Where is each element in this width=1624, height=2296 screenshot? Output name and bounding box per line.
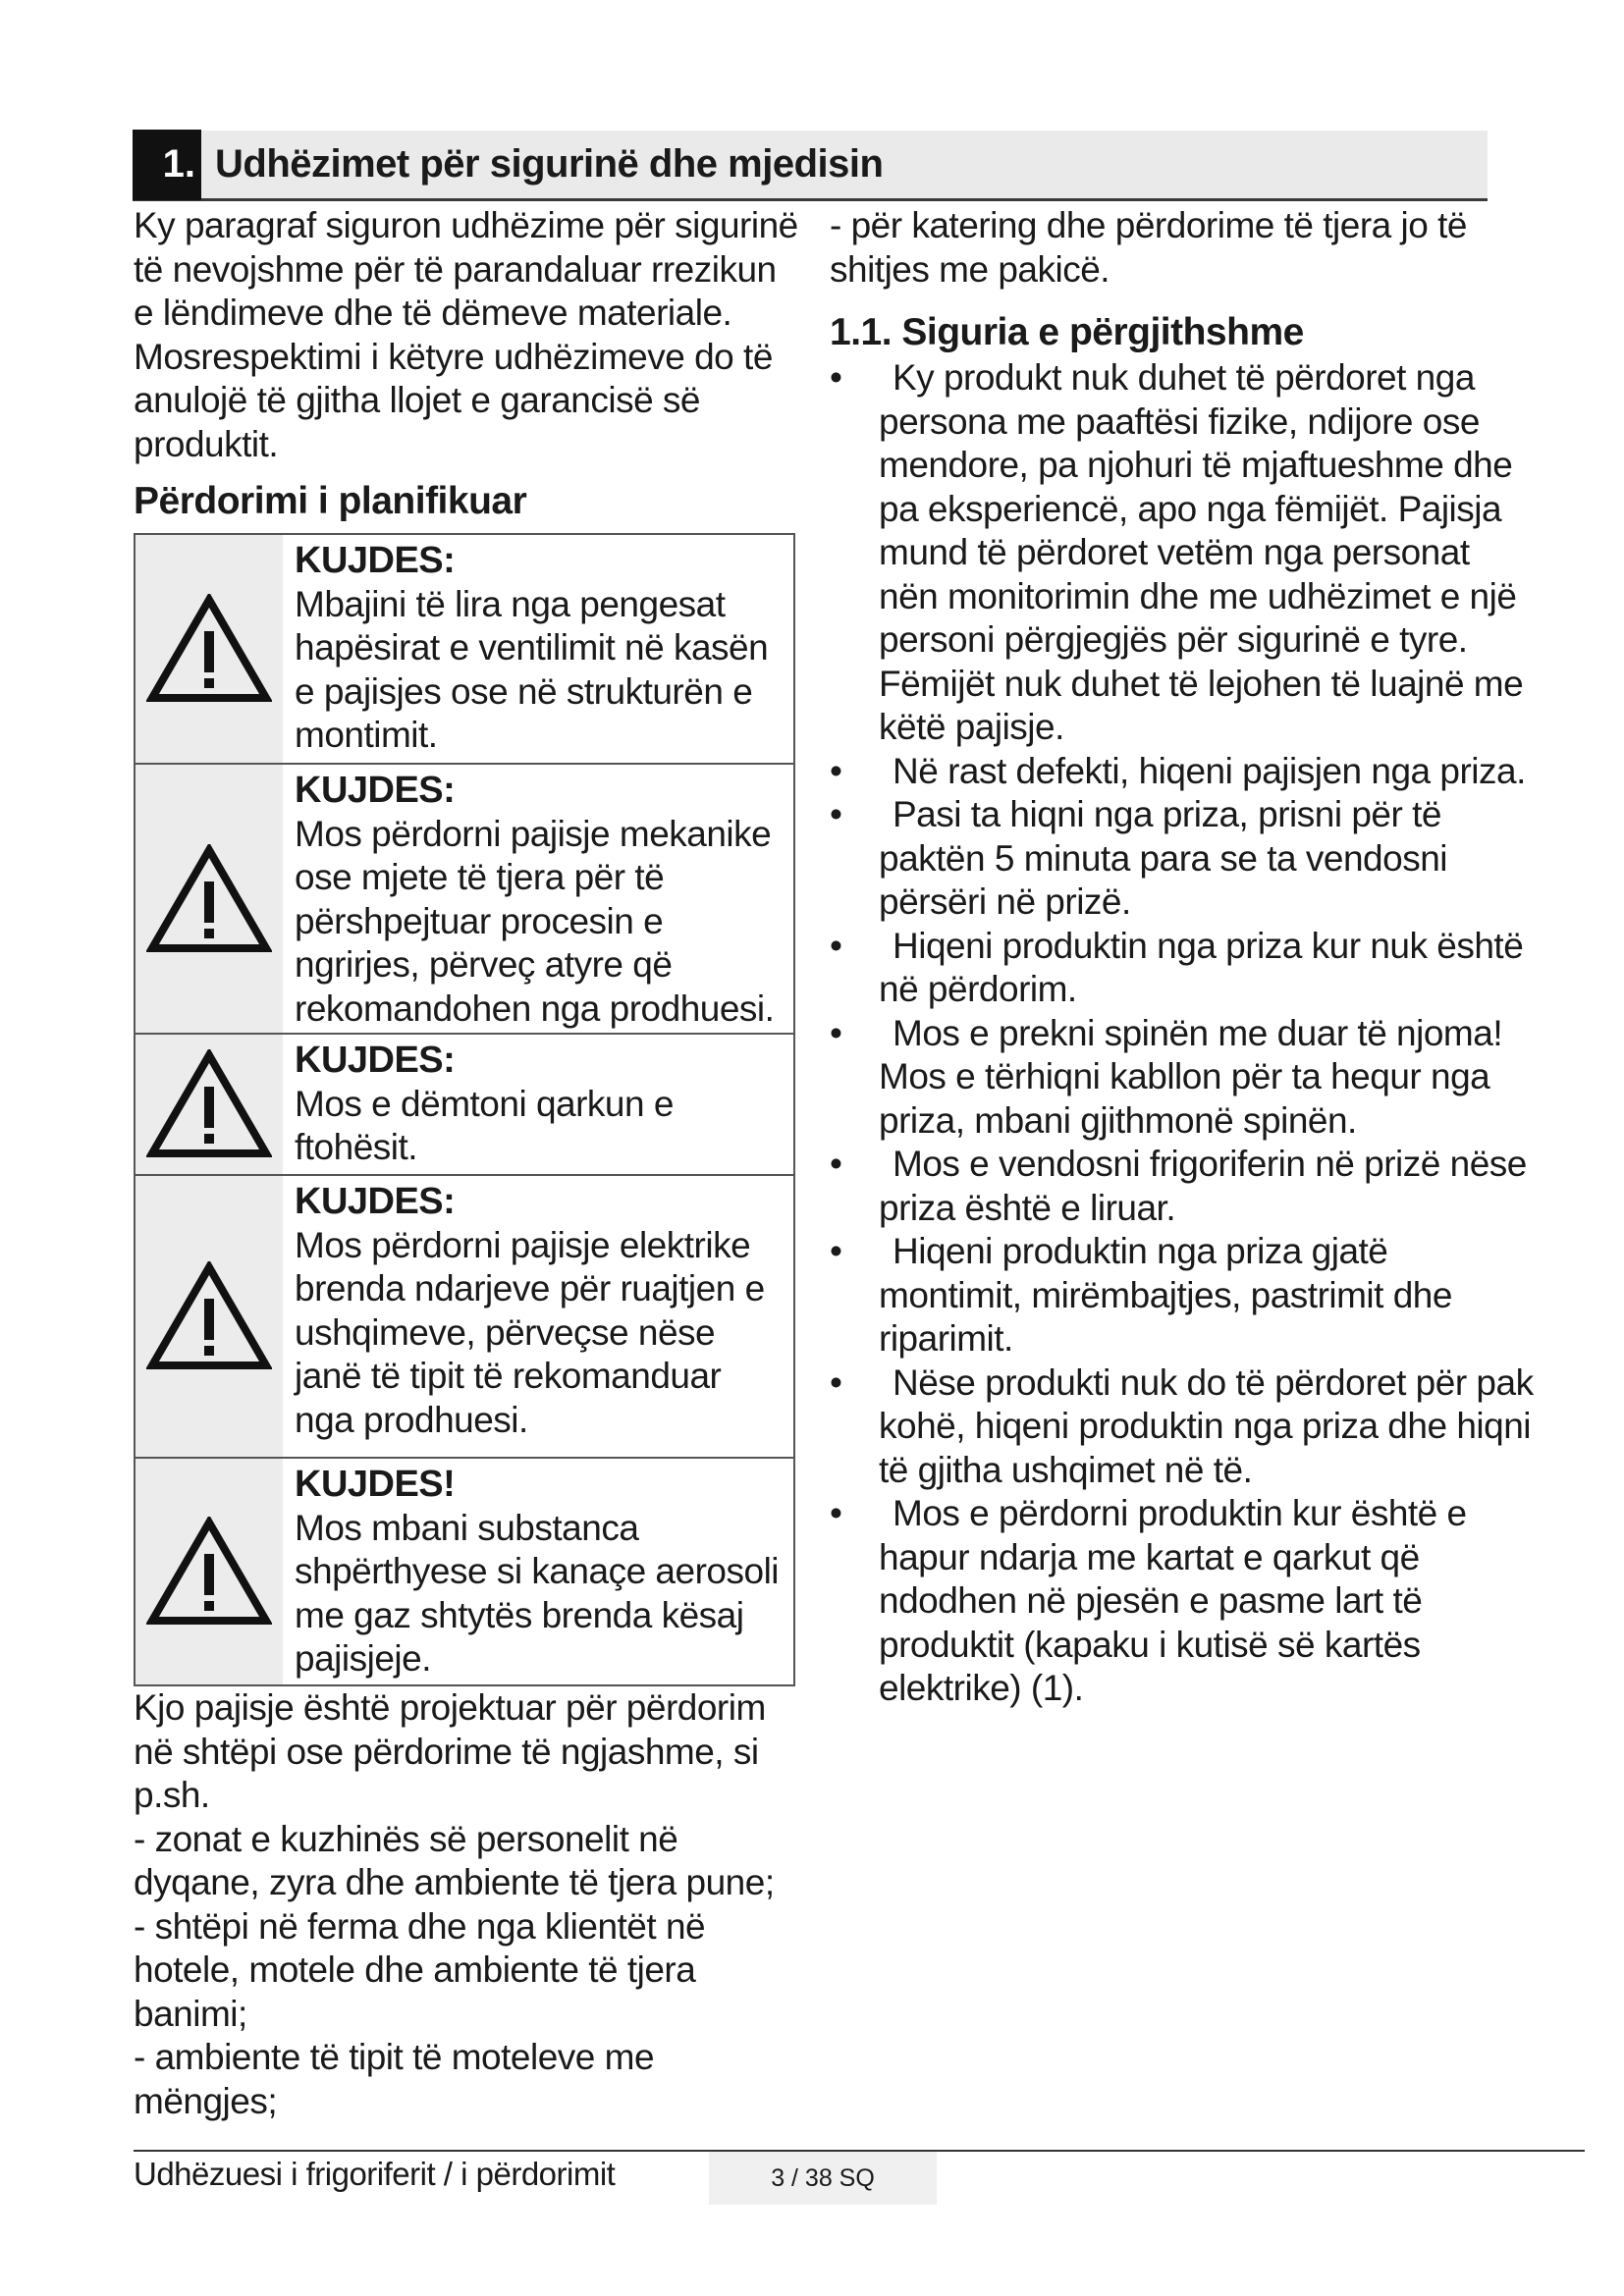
list-item (830, 356, 1537, 750)
page-number: 3 / 38 SQ (709, 2152, 937, 2205)
warning-label: KUJDES: (295, 770, 456, 811)
warning-label: KUJDES: (295, 1040, 456, 1081)
usage-list-item: - shtëpi në ferma dhe nga klientët në hotele, motele dhe ambiente të tjera banimi; (134, 1905, 706, 2034)
warning-label: KUJDES! (295, 1464, 456, 1505)
bullet-text: Mos e prekni spinën me duar të njoma! Mos e tërhiqni kabllon për ta hequr nga priza, mbani gjithmonë spinën. (879, 1012, 1503, 1141)
list-item (830, 1230, 1537, 1362)
warning-row (135, 1174, 793, 1457)
warning-label: KUJDES: (295, 1181, 456, 1222)
bullet-icon: • (830, 794, 842, 834)
after-table-paragraph: Kjo pajisje është projektuar për përdorim në shtëpi ose përdorime të ngjashme, si p.sh. (134, 1687, 766, 1815)
bullet-text: Hiqeni produktin nga priza kur nuk është në përdorim. (879, 925, 1524, 1009)
warning-icon (135, 535, 283, 763)
usage-list-item: - ambiente të tipit të moteleve me mëngjes; (134, 2037, 655, 2121)
bullet-icon: • (830, 1012, 842, 1053)
warning-icon (135, 1176, 283, 1457)
warning-text: Mos e dëmtoni qarkun e ftohësit. (295, 1083, 674, 1167)
warning-label: KUJDES: (295, 540, 456, 581)
list-item (830, 1012, 1537, 1144)
bullet-text: Nëse produkti nuk do të përdoret për pak kohë, hiqeni produktin nga priza dhe hiqni të gjitha ushqimet në të. (879, 1362, 1534, 1490)
warning-row (135, 1033, 793, 1174)
bullet-icon: • (830, 1144, 842, 1184)
bullet-icon: • (830, 1231, 842, 1271)
warning-row (135, 763, 793, 1033)
warning-row (135, 1457, 793, 1684)
bullet-icon: • (830, 1362, 842, 1403)
warning-text: Mos përdorni pajisje elektrike brenda ndarjeve për ruajtjen e ushqimeve, përveçse nëse janë të tipit të rekomanduar nga prodhuesi. (295, 1224, 765, 1440)
warning-text: Mos përdorni pajisje mekanike ose mjete të tjera për të përshpejtuar procesin e ngrirjes, përveç atyre që rekomandohen nga prodhuesi. (295, 813, 775, 1029)
warning-icon (135, 765, 283, 1033)
bullet-text: Hiqeni produktin nga priza gjatë montimit, mirëmbajtjes, pastrimit dhe riparimit. (879, 1231, 1452, 1359)
left-column (134, 204, 801, 2123)
warning-icon (135, 1459, 283, 1684)
subheading-general-safety: 1.1. Siguria e përgjithshme (830, 311, 1304, 353)
warning-text: Mos mbani substanca shpërthyese si kanaçe aerosoli me gaz shtytës brenda kësaj pajisjeje. (295, 1507, 780, 1679)
list-item (830, 925, 1537, 1012)
bullet-text: Në rast defekti, hiqeni pajisjen nga priza. (893, 750, 1526, 791)
warning-table (134, 533, 795, 1686)
bullet-text: Pasi ta hiqni nga priza, prisni për të paktën 5 minuta para se ta vendosni përsëri në prizë. (879, 794, 1447, 922)
bullet-text: Ky produkt nuk duhet të përdoret nga persona me paaftësi fizike, ndijore ose mendore, pa njohuri të mjaftueshme dhe pa eksperiencë, apo nga fëmijët. Pajisja mund të përdoret vetëm nga personat nën monitorimin dhe me udhëzimet e një personi përgjegjës për sigurinë e tyre. Fëmijët nuk duhet të lejohen të luajnë me këtë pajisje. (879, 357, 1524, 747)
footer-manual-title: Udhëzuesi i frigoriferit / i përdorimit (134, 2156, 616, 2192)
section-number: 1. (133, 130, 201, 200)
warning-icon (135, 1035, 283, 1174)
usage-list-item: - për katering dhe përdorime të tjera jo të shitjes me pakicë. (830, 205, 1467, 290)
bullet-icon: • (830, 357, 842, 398)
bullet-text: Mos e vendosni frigoriferin në prizë nëse priza është e liruar. (879, 1144, 1527, 1228)
list-item (830, 1492, 1537, 1711)
bullet-icon: • (830, 925, 842, 966)
section-header (133, 131, 1488, 201)
safety-bullet-list (830, 356, 1537, 1711)
subheading-intended-use: Përdorimi i planifikuar (134, 480, 527, 522)
list-item (830, 1362, 1537, 1493)
bullet-icon: • (830, 750, 842, 791)
warning-text: Mbajini të lira nga pengesat hapësirat e ventilimit në kasën e pajisjes ose në strukturën e montimit. (295, 583, 769, 755)
list-item (830, 750, 1537, 794)
bullet-icon: • (830, 1493, 842, 1533)
usage-list-item: - zonat e kuzhinës së personelit në dyqane, zyra dhe ambiente të tjera pune; (134, 1818, 775, 1902)
list-item (830, 793, 1537, 925)
list-item (830, 1143, 1537, 1230)
warning-row (135, 535, 793, 763)
right-column (830, 204, 1537, 1711)
intro-paragraph: Ky paragraf siguron udhëzime për sigurinë të nevojshme për të parandaluar rrezikun e lëndimeve dhe të dëmeve materiale. Mosrespektimi i këtyre udhëzimeve do të anulojë të gjitha llojet e garancisë së produktit. (134, 205, 798, 464)
bullet-text: Mos e përdorni produktin kur është e hapur ndarja me kartat e qarkut që ndodhen në pjesën e pasme lart të produktit (kapaku i kutisë së kartës elektrike) (1). (879, 1493, 1467, 1708)
section-title: Udhëzimet për sigurinë dhe mjedisin (215, 142, 884, 186)
